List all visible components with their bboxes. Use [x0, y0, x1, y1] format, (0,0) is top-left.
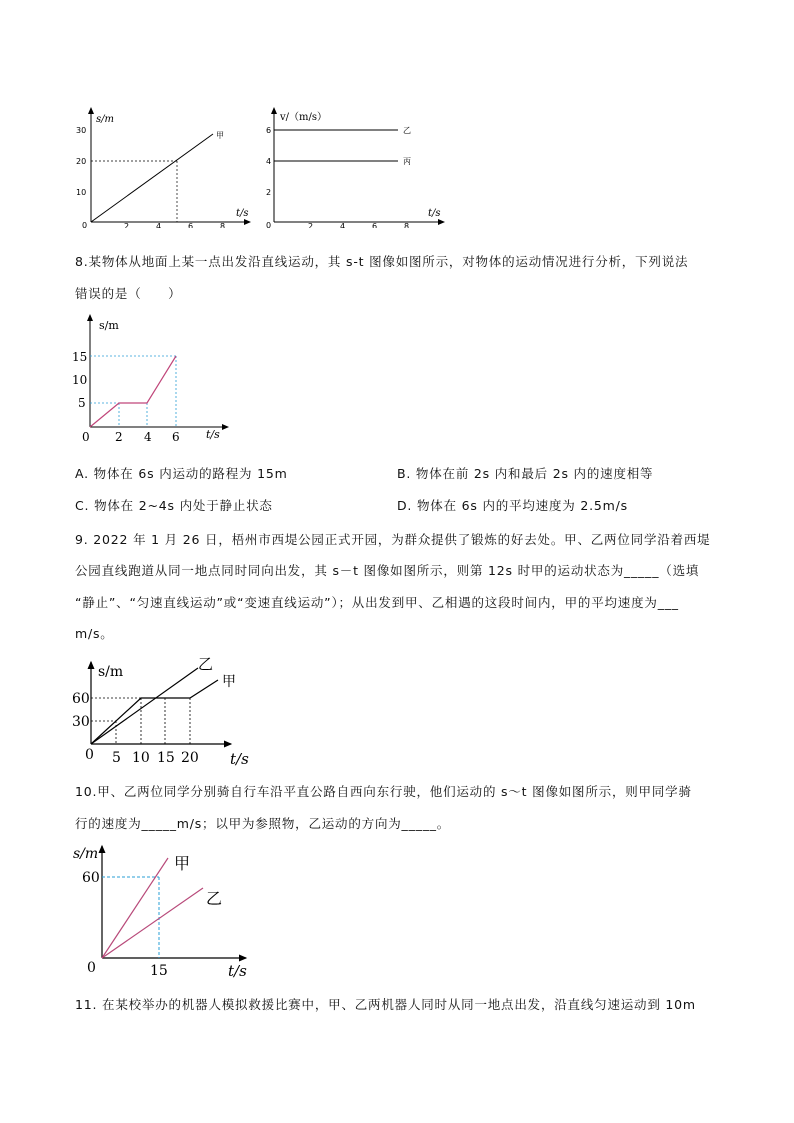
q9-label-jia: 甲 — [222, 674, 236, 690]
q10-ytick-60: 60 — [82, 870, 100, 886]
right-vt-graph — [266, 108, 444, 228]
q8-xlabel: t/s — [206, 428, 220, 441]
q10-line1: 10.甲、乙两位同学分别骑自行车沿平直公路自西向东行驶，他们运动的 s～t 图像如图所示，则甲同学骑 — [75, 784, 692, 799]
q8-xtick-2: 2 — [115, 430, 123, 444]
q10-line-jia — [102, 858, 168, 958]
q10-label-jia: 甲 — [174, 854, 191, 873]
right-origin: 0 — [266, 221, 272, 228]
label-yi: 乙 — [403, 126, 411, 135]
q10-label-yi: 乙 — [206, 889, 223, 908]
right-ytick-6: 6 — [266, 126, 272, 135]
q9-ylabel: s/m — [98, 664, 124, 680]
q9-ytick-60: 60 — [72, 691, 90, 707]
q9-xtick-5: 5 — [112, 750, 121, 766]
left-xtick-6: 6 — [188, 222, 194, 228]
right-ytick-2: 2 — [266, 188, 272, 197]
left-origin: 0 — [82, 221, 88, 228]
line-jia — [91, 134, 213, 222]
q8-ytick-10: 10 — [72, 373, 88, 387]
q10-ylabel: s/m — [73, 846, 99, 862]
q9-line1: 9. 2022 年 1 月 26 日，梧州市西堤公园正式开园，为群众提供了锻炼的好去处。甲、乙两位同学沿着西堤 — [75, 532, 711, 547]
q8-ylabel: s/m — [99, 319, 119, 332]
q8-series-line — [90, 356, 176, 427]
q9-origin: 0 — [85, 747, 94, 763]
q10-line-yi — [102, 888, 203, 958]
q9-label-yi: 乙 — [198, 655, 214, 673]
left-ytick-20: 20 — [76, 157, 87, 166]
right-xlabel: t/s — [428, 208, 441, 219]
q10-line2: 行的速度为_____m/s；以甲为参照物，乙运动的方向为_____。 — [75, 816, 451, 831]
label-bing: 丙 — [403, 157, 411, 166]
right-xtick-2: 2 — [308, 222, 314, 228]
q9-st-graph — [66, 650, 256, 768]
left-ylabel: s/m — [96, 114, 114, 125]
q8-option-b[interactable]: B. 物体在前 2s 内和最后 2s 内的速度相等 — [397, 466, 654, 481]
q8-ytick-5: 5 — [78, 396, 86, 410]
q9-xtick-20: 20 — [181, 750, 199, 766]
q8-option-c[interactable]: C. 物体在 2~4s 内处于静止状态 — [75, 498, 273, 513]
q9-xtick-10: 10 — [132, 750, 150, 766]
right-xtick-8: 8 — [404, 222, 410, 228]
left-ytick-10: 10 — [76, 188, 87, 197]
left-xtick-8: 8 — [220, 222, 226, 228]
q10-st-graph — [70, 838, 255, 983]
left-xtick-4: 4 — [156, 222, 162, 228]
left-st-graph — [76, 108, 250, 228]
q8-stem-line2: 错误的是（ ） — [75, 286, 182, 301]
label-jia: 甲 — [216, 131, 224, 140]
q8-xtick-4: 4 — [144, 430, 152, 444]
figure-top-st-vt — [70, 100, 450, 228]
q10-origin: 0 — [87, 960, 96, 976]
q8-st-graph — [66, 310, 236, 445]
q9-line3: “静止”、“匀速直线运动”或“变速直线运动”）；从出发到甲、乙相遇的这段时间内，甲的平均速度为___ — [75, 595, 679, 610]
right-ylabel: v/（m/s） — [280, 112, 328, 123]
left-ytick-30: 30 — [76, 126, 87, 135]
right-ytick-4: 4 — [266, 157, 272, 166]
q9-line-jia — [91, 680, 218, 744]
q9-ytick-30: 30 — [72, 714, 90, 730]
q8-stem-line1: 8.某物体从地面上某一点出发沿直线运动，其 s-t 图像如图所示，对物体的运动情况进行分析，下列说法 — [75, 254, 689, 269]
q8-option-a[interactable]: A. 物体在 6s 内运动的路程为 15m — [75, 466, 288, 481]
q9-xlabel: t/s — [230, 750, 249, 768]
q9-line4: m/s。 — [75, 626, 114, 641]
q9-xtick-15: 15 — [157, 750, 175, 766]
q8-ytick-15: 15 — [72, 350, 88, 364]
left-xtick-2: 2 — [124, 222, 130, 228]
q8-origin: 0 — [82, 430, 90, 444]
q9-line2: 公园直线跑道从同一地点同时同向出发，其 s－t 图像如图所示，则第 12s 时甲的运动状态为_____（选填 — [75, 563, 700, 578]
q10-xtick-15: 15 — [150, 963, 168, 979]
left-xlabel: t/s — [236, 208, 249, 219]
right-xtick-4: 4 — [340, 222, 346, 228]
q8-option-d[interactable]: D. 物体在 6s 内的平均速度为 2.5m/s — [397, 498, 628, 513]
q11-line1: 11. 在某校举办的机器人模拟救援比赛中，甲、乙两机器人同时从同一地点出发，沿直线匀速运动到 10m — [75, 997, 696, 1012]
q8-xtick-6: 6 — [172, 430, 180, 444]
q10-xlabel: t/s — [228, 962, 247, 980]
right-xtick-6: 6 — [372, 222, 378, 228]
